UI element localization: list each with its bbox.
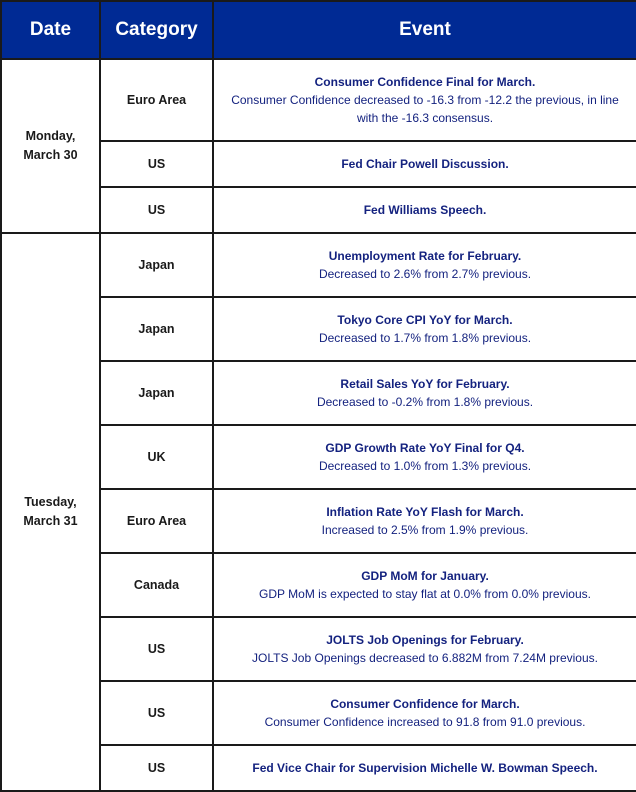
category-cell: Euro Area (100, 489, 213, 553)
event-title: Fed Williams Speech. (363, 203, 487, 217)
category-cell: Japan (100, 233, 213, 297)
category-cell: Euro Area (100, 59, 213, 141)
event-cell (213, 187, 636, 233)
date-weekday: Tuesday, (24, 495, 77, 509)
category-cell: US (100, 681, 213, 745)
event-description: Decreased to 1.0% from 1.3% previous. (318, 459, 532, 473)
table-row (1, 59, 636, 141)
event-cell (213, 59, 636, 141)
header-date: Date (1, 1, 100, 59)
table-row (1, 233, 636, 297)
event-description: Consumer Confidence increased to 91.8 from 91.0 previous. (264, 715, 586, 729)
event-cell (213, 297, 636, 361)
category-cell: Japan (100, 361, 213, 425)
event-title: Retail Sales YoY for February. (340, 377, 510, 391)
event-title: Consumer Confidence Final for March. (314, 75, 536, 89)
event-title: Consumer Confidence for March. (330, 697, 520, 711)
event-description: Decreased to -0.2% from 1.8% previous. (316, 395, 534, 409)
event-cell (213, 553, 636, 617)
date-cell (1, 233, 100, 791)
category-cell: US (100, 617, 213, 681)
event-description: Decreased to 1.7% from 1.8% previous. (318, 331, 532, 345)
event-title: GDP MoM for January. (361, 569, 489, 583)
event-cell (213, 681, 636, 745)
category-cell: US (100, 745, 213, 791)
event-description: Increased to 2.5% from 1.9% previous. (321, 523, 529, 537)
category-cell: US (100, 187, 213, 233)
date-day: March 31 (23, 514, 78, 528)
event-cell (213, 361, 636, 425)
event-title: JOLTS Job Openings for February. (326, 633, 524, 647)
event-cell (213, 233, 636, 297)
event-description: Decreased to 2.6% from 2.7% previous. (318, 267, 532, 281)
category-cell: Japan (100, 297, 213, 361)
event-title: Fed Chair Powell Discussion. (341, 157, 509, 171)
event-title: Unemployment Rate for February. (328, 249, 522, 263)
event-description: JOLTS Job Openings decreased to 6.882M from 7.24M previous. (252, 651, 598, 665)
event-description: GDP MoM is expected to stay flat at 0.0% from 0.0% previous. (259, 587, 591, 601)
header-row (1, 1, 636, 59)
event-cell (213, 425, 636, 489)
event-title: Tokyo Core CPI YoY for March. (337, 313, 513, 327)
date-day: March 30 (23, 148, 78, 162)
event-cell (213, 617, 636, 681)
header-category: Category (100, 1, 213, 59)
event-description: Consumer Confidence decreased to -16.3 from -12.2 the previous, in line with the -16.3 consensus. (231, 93, 619, 125)
category-cell: UK (100, 425, 213, 489)
event-cell (213, 745, 636, 791)
event-cell (213, 489, 636, 553)
event-title: GDP Growth Rate YoY Final for Q4. (325, 441, 525, 455)
event-cell (213, 141, 636, 187)
header-event: Event (213, 1, 636, 59)
category-cell: Canada (100, 553, 213, 617)
category-cell: US (100, 141, 213, 187)
date-weekday: Monday, (25, 129, 76, 143)
event-title: Fed Vice Chair for Supervision Michelle W. Bowman Speech. (252, 761, 598, 775)
date-cell (1, 59, 100, 233)
event-title: Inflation Rate YoY Flash for March. (326, 505, 524, 519)
